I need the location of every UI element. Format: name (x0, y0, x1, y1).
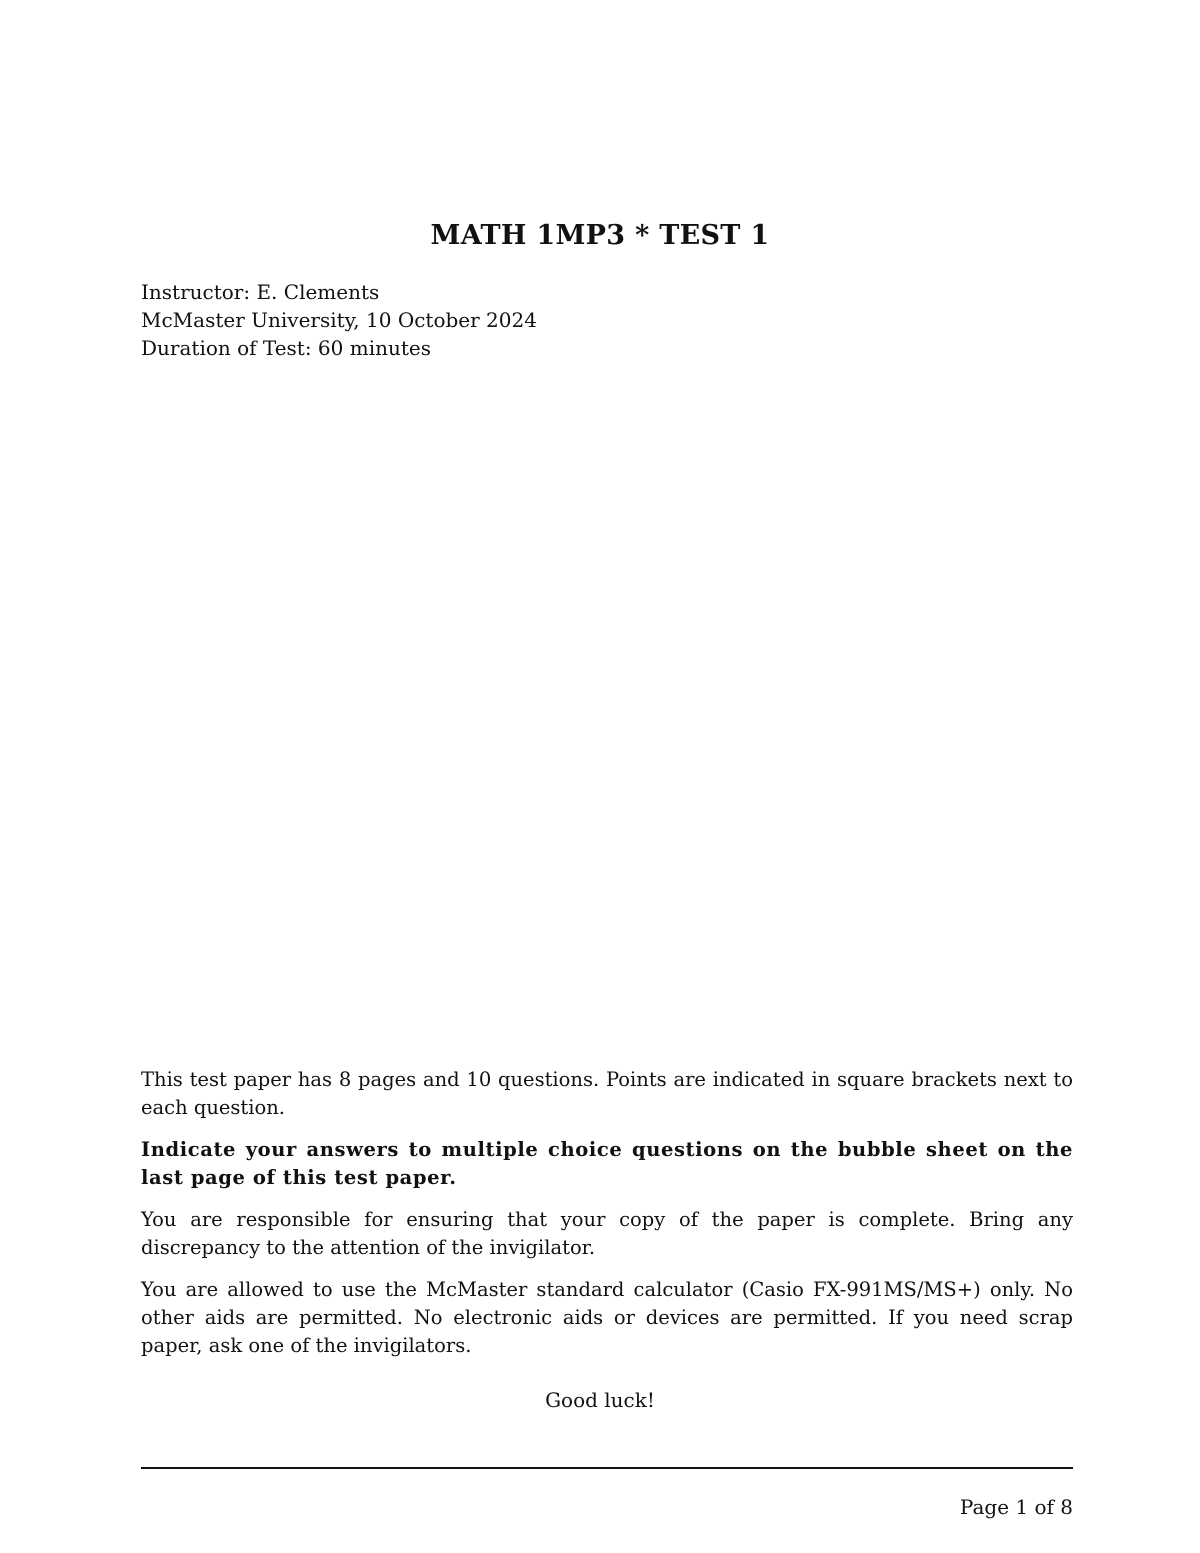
page-title: MATH 1MP3 * TEST 1 (430, 220, 770, 251)
closing-message: Good luck! (545, 1388, 655, 1412)
instruction-pages-questions: This test paper has 8 pages and 10 questions. Points are indicated in square brackets next to each question. (141, 1068, 1073, 1119)
instruction-bubble-sheet: Indicate your answers to multiple choice questions on the bubble sheet on the last page of this test paper. (141, 1138, 1073, 1189)
test-info-block (141, 278, 537, 362)
instruction-aids: You are allowed to use the McMaster standard calculator (Casio FX-991MS/MS+) only. No other aids are permitted. No electronic aids or devices are permitted. If you need scrap paper, ask one of the invigilators. (141, 1278, 1073, 1357)
institution-date-line: McMaster University, 10 October 2024 (141, 308, 537, 332)
instructor-line: Instructor: E. Clements (141, 280, 380, 304)
footer-divider (141, 1467, 1073, 1469)
page-number: Page 1 of 8 (959, 1495, 1073, 1519)
duration-line: Duration of Test: 60 minutes (141, 336, 431, 360)
instructions-block (141, 1066, 1073, 1374)
instruction-completeness: You are responsible for ensuring that your copy of the paper is complete. Bring any discrepancy to the attention of the invigilator. (141, 1208, 1073, 1259)
